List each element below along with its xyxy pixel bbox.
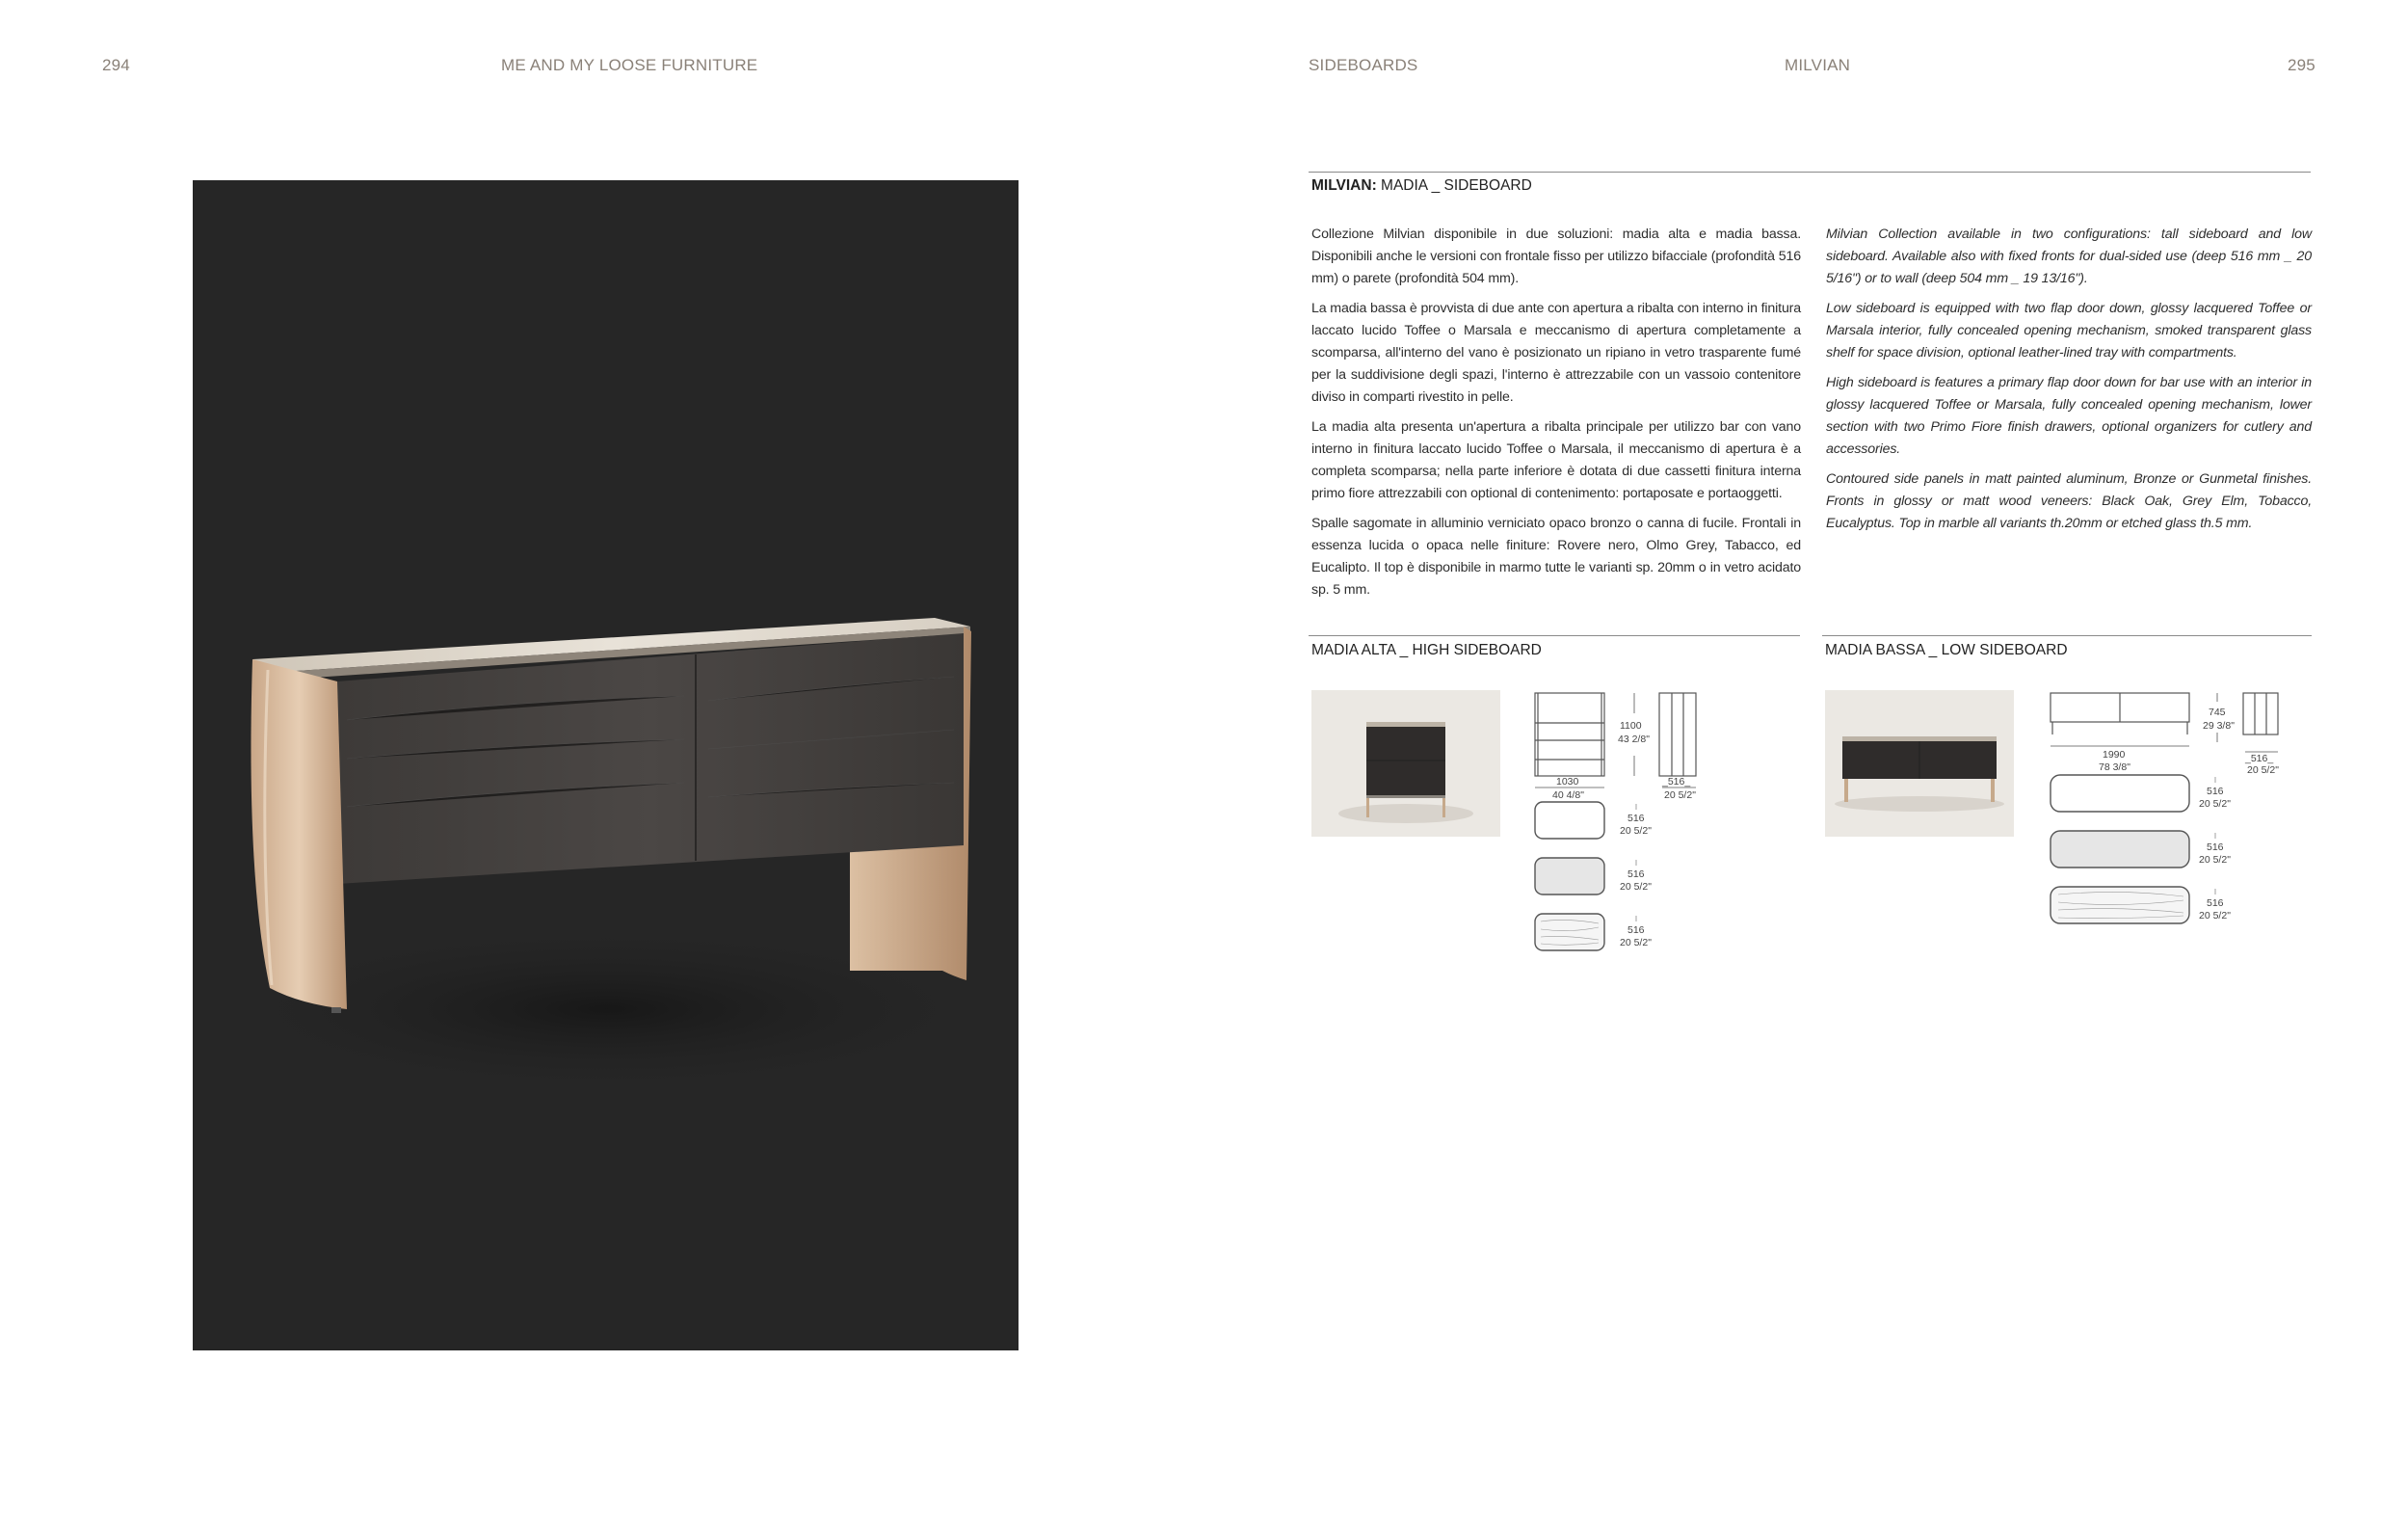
top-depth-mm: 516 [1627, 868, 1645, 880]
low-sideboard-title: MADIA BASSA _ LOW SIDEBOARD [1825, 642, 2068, 658]
high-width-mm: 1030 [1556, 776, 1579, 788]
description-paragraph: Spalle sagomate in alluminio verniciato opaco bronzo o canna di fucile. Frontali in essenza lucida o opaca nelle finiture: Rovere nero, Olmo Grey, Tabacco, ed Eucalipto. Il top è disponibile in marmo tutte le varianti sp. 20mm o in vetro acidato sp. 5 mm. [1311, 516, 1801, 598]
top-depth-mm: 516 [2207, 841, 2224, 853]
high-height-in: 43 2/8" [1618, 734, 1650, 745]
high-sideboard-title: MADIA ALTA _ HIGH SIDEBOARD [1311, 642, 1542, 658]
high-depth-mm: _516_ [1662, 776, 1691, 788]
description-paragraph: High sideboard is features a primary flap door down for bar use with an interior in glossy lacquered Toffee or Marsala, fully concealed opening mechanism, lower section with two Primo Fiore finish drawers, optional organizers for cutlery and accessories. [1826, 375, 2312, 457]
category-header: SIDEBOARDS [1309, 56, 1418, 74]
top-depth-mm: 516 [1627, 924, 1645, 936]
left-page-number: 294 [102, 56, 130, 74]
low-width-in: 78 3/8" [2099, 761, 2130, 773]
high-sideboard-drawing [1527, 686, 1759, 956]
product-name: MADIA _ SIDEBOARD [1376, 177, 1532, 194]
description-english [1826, 224, 2312, 543]
high-width-in: 40 4/8" [1552, 789, 1584, 801]
top-depth-in: 20 5/2" [1620, 881, 1652, 893]
description-italian [1311, 224, 1801, 609]
top-depth-mm: 516 [1627, 813, 1645, 824]
low-sideboard-drawing [2043, 686, 2284, 933]
description-paragraph: Collezione Milvian disponibile in due soluzioni: madia alta e madia bassa. Disponibili anche le versioni con frontale fisso per utilizzo bifacciale (profondità 516 mm) o parete (profondità 504 mm). [1311, 227, 1801, 286]
high-height-mm: 1100 [1620, 720, 1642, 732]
top-depth-in: 20 5/2" [2199, 854, 2231, 866]
top-variant-glass [2051, 831, 2189, 868]
top-depth-in: 20 5/2" [1620, 937, 1652, 948]
top-variant-plain [2051, 775, 2189, 812]
low-width-mm: 1990 [2103, 749, 2126, 761]
description-paragraph: Milvian Collection available in two configurations: tall sideboard and low sideboard. Available also with fixed fronts for dual-sided use (deep 516 mm _ 20 5/16") or to wall (deep 504 mm _ 19 13/16"). [1826, 227, 2312, 286]
product-photo [193, 180, 1019, 1350]
top-depth-in: 20 5/2" [1620, 825, 1652, 837]
high-sideboard-rule [1309, 635, 1800, 636]
high-sideboard-thumbnail [1311, 690, 1500, 837]
right-page-number: 295 [2288, 56, 2315, 74]
sideboard-front [337, 633, 964, 884]
product-title [1311, 177, 1532, 195]
low-sideboard-rule [1822, 635, 2312, 636]
low-sideboard-thumbnail [1825, 690, 2014, 837]
top-variant-plain [1535, 802, 1604, 839]
top-depth-mm: 516 [2207, 786, 2224, 797]
description-paragraph: La madia alta presenta un'apertura a ribalta principale per utilizzo bar con vano interno in finitura laccato lucido Toffee o Marsala, il meccanismo di apertura è a completa scomparsa; nella parte inferiore è dotata di due cassetti finitura interna primo fiore attrezzabili con optional di contenimento: portaposate e portaoggetti. [1311, 419, 1801, 501]
high-depth-in: 20 5/2" [1664, 789, 1696, 801]
collection-header: MILVIAN [1785, 56, 1851, 74]
low-height-in: 29 3/8" [2203, 720, 2235, 732]
left-running-title: ME AND MY LOOSE FURNITURE [501, 56, 758, 74]
top-variant-glass [1535, 858, 1604, 895]
description-paragraph: Low sideboard is equipped with two flap door down, glossy lacquered Toffee or Marsala interior, fully concealed opening mechanism, smoked transparent glass shelf for space division, optional leather-lined tray with compartments. [1826, 301, 2312, 360]
title-rule [1309, 172, 2311, 173]
description-paragraph: La madia bassa è provvista di due ante con apertura a ribalta con interno in finitura laccato lucido Toffee o Marsala e meccanismo di apertura completamente a scomparsa, all'interno del vano è posizionato un ripiano in vetro trasparente fumé per la suddivisione degli spazi, l'interno è attrezzabile con un vassoio contenitore diviso in comparti rivestito in pelle. [1311, 301, 1801, 405]
low-height-mm: 745 [2209, 707, 2226, 718]
top-depth-in: 20 5/2" [2199, 798, 2231, 810]
product-brand: MILVIAN: [1311, 177, 1377, 194]
description-paragraph: Contoured side panels in matt painted aluminum, Bronze or Gunmetal finishes. Fronts in glossy or matt wood veneers: Black Oak, Grey Elm, Tobacco, Eucalyptus. Top in marble all variants th.20mm or etched glass th.5 mm. [1826, 471, 2312, 531]
top-depth-mm: 516 [2207, 897, 2224, 909]
top-depth-in: 20 5/2" [2199, 910, 2231, 921]
low-depth-mm: _516_ [2245, 753, 2274, 764]
low-depth-in: 20 5/2" [2247, 764, 2279, 776]
